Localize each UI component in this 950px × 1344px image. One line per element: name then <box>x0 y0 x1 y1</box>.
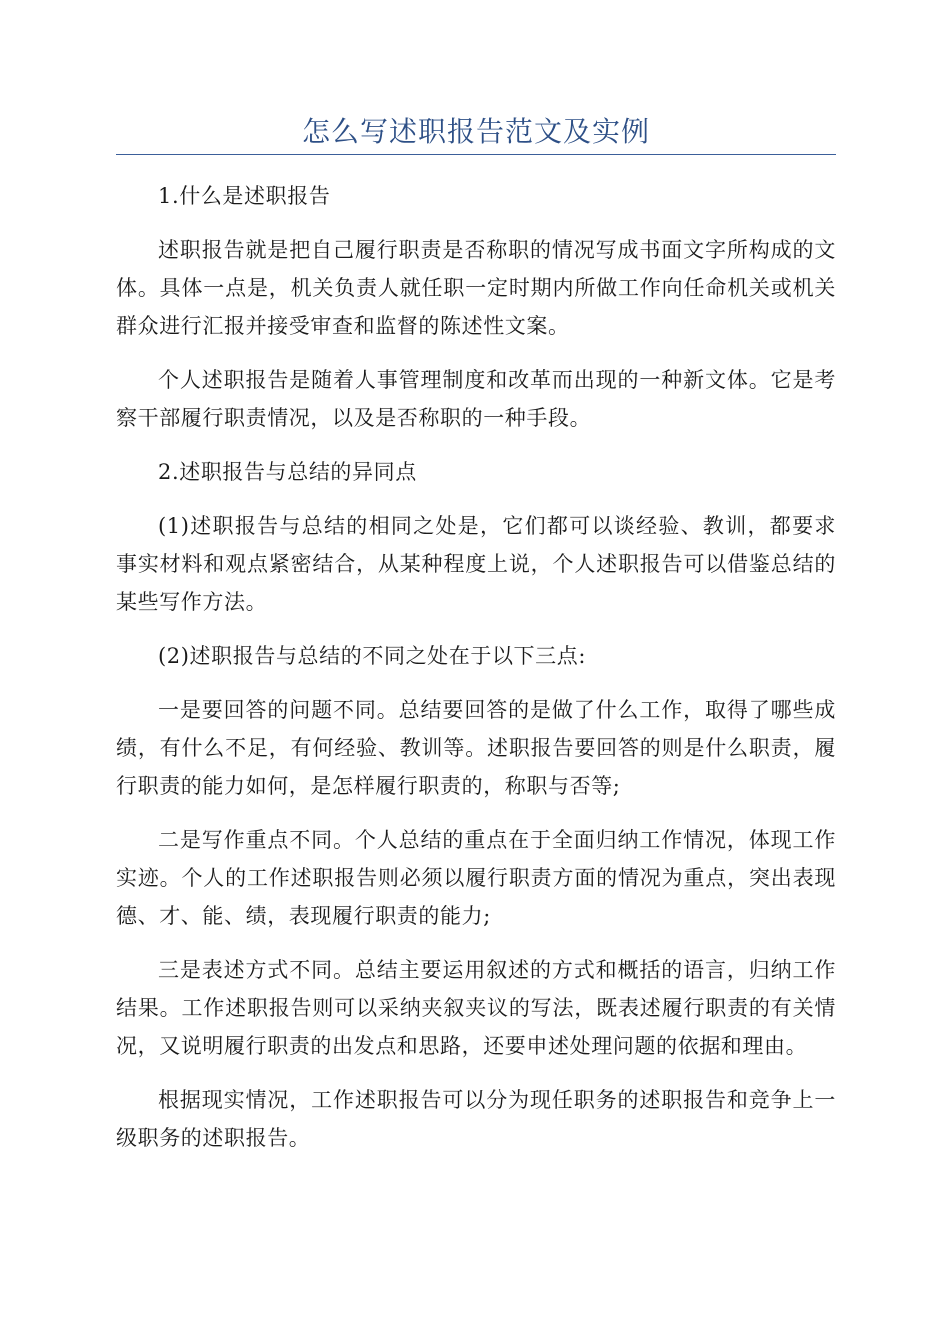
title-underline <box>116 154 836 155</box>
section-heading-1: 1.什么是述职报告 <box>158 184 331 208</box>
paragraph: 三是表述方式不同。总结主要运用叙述的方式和概括的语言，归纳工作结果。工作述职报告则可以采纳夹叙夹议的写法，既表述履行职责的有关情况，又说明履行职责的出发点和思路，还要申述处理问题的依据和理由。 <box>116 958 836 1058</box>
section-heading-2: 2.述职报告与总结的异同点 <box>158 460 417 484</box>
document-title: 怎么写述职报告范文及实例 <box>301 115 650 148</box>
document-page <box>116 0 836 1173</box>
document-body <box>116 177 836 1157</box>
paragraph: 根据现实情况，工作述职报告可以分为现任职务的述职报告和竞争上一级职务的述职报告。 <box>116 1088 836 1150</box>
paragraph: 述职报告就是把自己履行职责是否称职的情况写成书面文字所构成的文体。具体一点是，机关负责人就任职一定时期内所做工作向任命机关或机关群众进行汇报并接受审查和监督的陈述性文案。 <box>116 238 836 338</box>
paragraph: 一是要回答的问题不同。总结要回答的是做了什么工作，取得了哪些成绩，有什么不足，有何经验、教训等。述职报告要回答的则是什么职责，履行职责的能力如何，是怎样履行职责的，称职与否等; <box>116 698 836 798</box>
paragraph: 二是写作重点不同。个人总结的重点在于全面归纳工作情况，体现工作实迹。个人的工作述职报告则必须以履行职责方面的情况为重点，突出表现德、才、能、绩，表现履行职责的能力; <box>116 828 836 928</box>
paragraph: (1)述职报告与总结的相同之处是，它们都可以谈经验、教训，都要求事实材料和观点紧密结合，从某种程度上说，个人述职报告可以借鉴总结的某些写作方法。 <box>116 514 836 614</box>
paragraph: 个人述职报告是随着人事管理制度和改革而出现的一种新文体。它是考察干部履行职责情况，以及是否称职的一种手段。 <box>116 368 836 430</box>
paragraph: (2)述职报告与总结的不同之处在于以下三点: <box>158 644 587 668</box>
